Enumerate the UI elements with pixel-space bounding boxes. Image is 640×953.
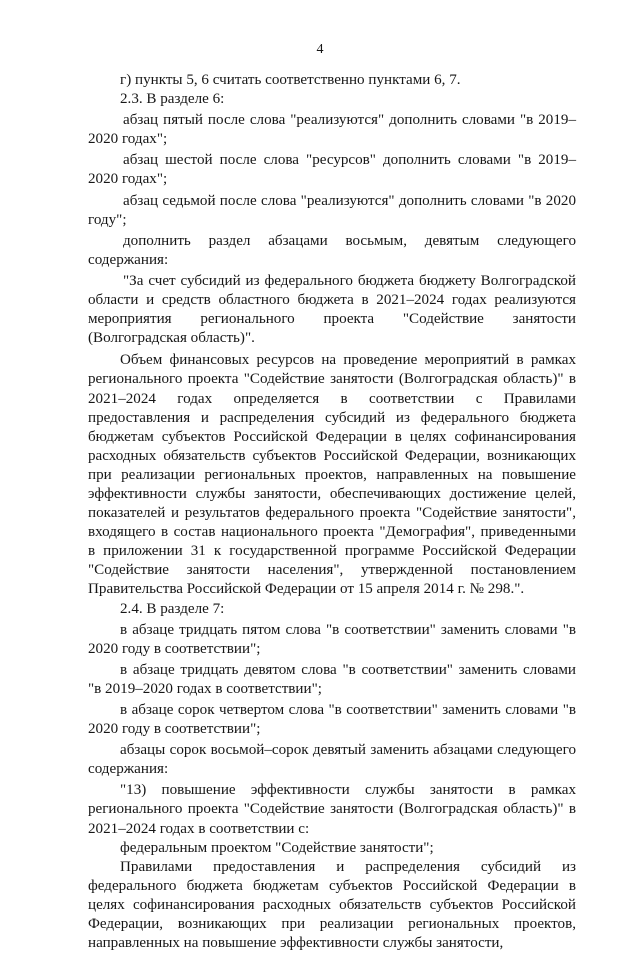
paragraph-item-g: г) пункты 5, 6 считать соответственно пунктами 6, 7. (120, 72, 461, 88)
paragraph-amend-6: абзац шестой после слова "ресурсов" дополнить словами "в 2019–2020 годах"; (88, 152, 576, 188)
paragraph-add-section: дополнить раздел абзацами восьмым, девятым следующего содержания: (88, 232, 576, 268)
paragraph-amend-5: абзац пятый после слова "реализуются" дополнить словами "в 2019–2020 годах"; (88, 112, 576, 148)
paragraph-quote-subsidies: "За счет субсидий из федерального бюджета бюджету Волгоградской области и средств областного бюджета в 2021–2024 годах реализуются мероприятия регионального проекта "Содействие занятости (Волгоградская область)". (88, 272, 576, 347)
paragraph-section-7-heading: 2.4. В разделе 7: (120, 600, 225, 617)
paragraph-amend-39: в абзаце тридцать девятом слова "в соответствии" заменить словами "в 2019–2020 годах в соответствии"; (88, 661, 576, 697)
paragraph-federal-project: федеральным проектом "Содействие занятости"; (120, 839, 434, 856)
paragraph-rules: Правилами предоставления и распределения субсидий из федерального бюджета бюджетам субъектов Российской Федерации в целях софинансирования расходных обязательств субъектов Российской Федерации, возникающих при реализации региональных проектов, направленных на повышение эффективности службы занятости, (88, 858, 576, 952)
paragraph-amend-7: абзац седьмой после слова "реализуются" дополнить словами "в 2020 году"; (88, 192, 576, 228)
paragraph-section-6-heading: 2.3. В разделе 6: (120, 91, 225, 108)
paragraph-amend-44: в абзаце сорок четвертом слова "в соответствии" заменить словами "в 2020 году в соответствии"; (88, 702, 576, 738)
paragraph-quote-13: "13) повышение эффективности службы занятости в рамках регионального проекта "Содействие занятости (Волгоградская область)" в 2021–2024 годах в соответствии с: (88, 782, 576, 837)
paragraph-amend-35: в абзаце тридцать пятом слова "в соответствии" заменить словами "в 2020 году в соответствии"; (88, 621, 576, 657)
paragraph-replace-48-49: абзацы сорок восьмой–сорок девятый заменить абзацами следующего содержания: (88, 742, 576, 778)
page-number: 4 (316, 42, 324, 57)
paragraph-financing-volume: Объем финансовых ресурсов на проведение мероприятий в рамках регионального проекта "Содействие занятости (Волгоградская область)" в 2021–2024 годах определяется в соответствии с Правилами предоставления и распределения субсидий из федерального бюджета бюджетам субъектов Российской Федерации в целях софинансирования расходных обязательств субъектов Российской Федерации, возникающих при реализации региональных проектов, направленных на повышение эффективности службы занятости, обеспечивающих достижение целей, показателей и результатов федерального проекта "Содействие занятости", входящего в состав национального проекта "Демография", приведенными в приложении 31 к государственной программе Российской Федерации "Содействие занятости населения", утвержденной постановлением Правительства Российской Федерации от 15 апреля 2014 г. № 298.". (88, 352, 576, 598)
document-body (88, 71, 576, 953)
